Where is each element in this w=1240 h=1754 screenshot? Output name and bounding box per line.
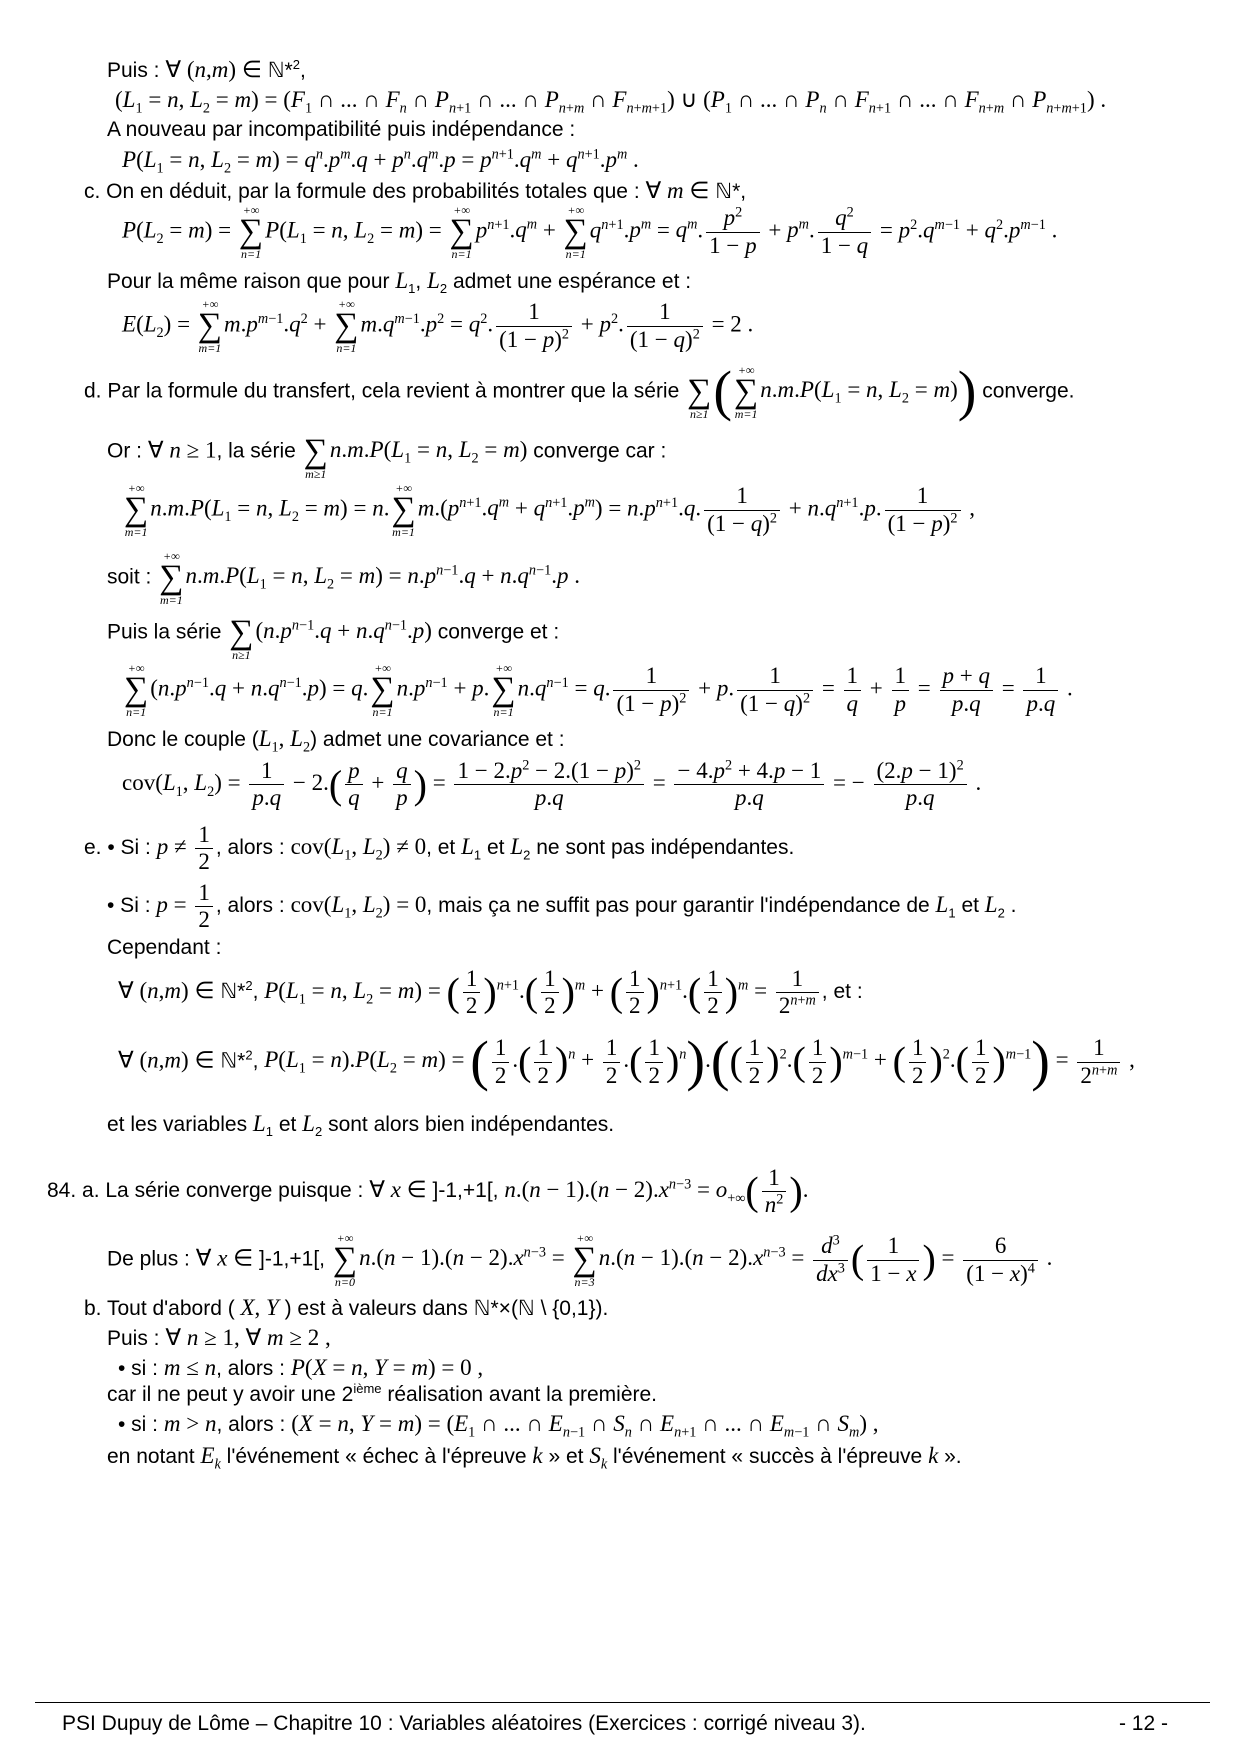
- text-line: Pour la même raison que pour $L_1$, $L_2$ admet une espérance et :: [107, 268, 692, 297]
- text-line: c. On en déduit, par la formule des probabilités totales que : ∀ m ∈ ℕ*,: [84, 178, 747, 203]
- text-line: • Si : p = $\frac{1}{2}$ , alors : $cov(L_1$, $L_2) = 0$, mais ça ne suffit pas pour garantir l'indépendance de $L_1$ et $L_2$ .: [107, 880, 1017, 933]
- text-line: et les variables $L_1$ et $L_2$ sont alors bien indépendantes.: [107, 1111, 615, 1140]
- formula: $cov(L_1$, $L_2$) = $\frac{1}{p.q}$ − 2.( $\frac{p}{q}$ + $\frac{q}{p}$ ) = $\frac{1 - 2.p^2 - 2.(1 - p)^2}{p.q}$ = $\frac{- 4.p^2 + 4.p - 1}{p.q}$ = − $\frac{(2.p - 1)^2}{p.q}$ .: [122, 757, 982, 811]
- page-footer: [62, 1712, 1168, 1736]
- text-line: car il ne peut y avoir une 2ième réalisation avant la première.: [107, 1381, 658, 1406]
- text-line: De plus : ∀ x ∈ ]-1,+1[, +∞ ∑ n=0 $n.(n - 1).(n - 2).x^{n-3}$ = +∞ ∑ n=3 $n.(n - 1).(n - 2).x^{n-3}$ = $\frac{d^3}{dx^3}$ ( $\frac{1}{1 - x}$ ) = $\frac{6}{(1 - x)^4}$ .: [107, 1231, 1053, 1290]
- text-line: Or : ∀ n ≥ 1, la série ∑ m≥1 $n.m.P(L_1 = n$, $L_2 = m$) converge car :: [107, 433, 667, 482]
- footer-rule: [35, 1702, 1210, 1703]
- formula: ($L_1 = n$, $L_2 = m) = (F_1$ ∩ ... ∩ $F_n$ ∩ $P_{n+1}$ ∩ ... ∩ $P_{n+m}$ ∩ $F_{n+m+1}$) ∪ ($P_1$ ∩ ... ∩ $P_n$ ∩ $F_{n+1}$ ∩ ... ∩ $F_{n+m}$ ∩ $P_{n+m+1}$) .: [115, 87, 1107, 117]
- text-line: • si : m ≤ n, alors : P(X = n, Y = m) = 0 ,: [118, 1355, 484, 1380]
- formula: +∞ ∑ n=1 $(n.p^{n-1}.q + n.q^{n-1}.p) = q$. +∞ ∑ n=1 $n.p^{n-1} + p$. +∞ ∑ n=1 $n.q^{n-1} = q$. $\frac{1}{(1 - p)^2}$ + p. $\frac{1}{(1 - q)^2}$ = $\frac{1}{q}$ + $\frac{1}{p}$ = $\frac{p + q}{p.q}$ = $\frac{1}{p.q}$ .: [124, 661, 1073, 720]
- text-line: Cependant :: [107, 936, 222, 959]
- text-line: A nouveau par incompatibilité puis indépendance :: [107, 118, 576, 141]
- formula: $P(L_2 = m)$ = +∞ ∑ n=1 $P(L_1 = n$, $L_2 = m$) = +∞ ∑ n=1 $p^{n+1}.q^m$ + +∞ ∑ n=1 $q^{n+1}.p^m = q^m$. $\frac{p^2}{1 - p}$ + $p^m$. $\frac{q^2}{1 - q}$ = $p^2.q^{m-1} + q^2.p^{m-1}$ .: [122, 203, 1058, 262]
- text-line: b. Tout d'abord ( X, Y ) est à valeurs dans ℕ*×(ℕ \ {0,1}).: [84, 1295, 609, 1320]
- text-line: e. • Si : p ≠ $\frac{1}{2}$ , alors : $cov(L_1$, $L_2) \ne 0$, et $L_1$ et $L_2$ ne sont pas indépendantes.: [84, 822, 795, 875]
- text-line: Puis : ∀ n ≥ 1, ∀ m ≥ 2 ,: [107, 1325, 331, 1350]
- footer-text: PSI Dupuy de Lôme – Chapitre 10 : Variables aléatoires (Exercices : corrigé niveau 3).: [62, 1712, 866, 1735]
- text-line: en notant $E_k$ l'événement « échec à l'épreuve k » et $S_k$ l'événement « succès à l'épreuve k ».: [107, 1443, 962, 1473]
- text-line: Puis la série ∑ n≥1 $(n.p^{n-1}.q + n.q^{n-1}.p)$ converge et :: [107, 614, 560, 663]
- text-line: • si : m > n, alors : (X = n, $Y = m) = (E_1$ ∩ ... ∩ $E_{n-1}$ ∩ $S_n$ ∩ $E_{n+1}$ ∩ ... ∩ $E_{m-1}$ ∩ $S_m$) ,: [118, 1411, 879, 1441]
- text-line: 84. a. La série converge puisque : ∀ x ∈ ]-1,+1[, $n.(n - 1).(n - 2).x^{n-3} = o_{+\infty}$( $\frac{1}{n^2}$ ).: [47, 1165, 809, 1218]
- formula: $P(L_1 = n$, $L_2 = m) = q^n.p^m.q + p^n.q^m.p = p^{n+1}.q^m + q^{n+1}.p^m$ .: [122, 146, 639, 177]
- text-line: Puis : ∀ (n,m) ∈ ℕ*$^2$,: [107, 57, 306, 82]
- text-line: Donc le couple ($L_1$, $L_2$) admet une covariance et :: [107, 726, 565, 756]
- formula: ∀ (n,m) ∈ ℕ*$^2$, $P(L_1 = n).P(L_2 = m)$ = ( $\frac{1}{2}$ .( $\frac{1}{2}$ )$^n$ + $\frac{1}{2}$ .( $\frac{1}{2}$ )$^n$).(( $\frac{1}{2}$ )$^2$.( $\frac{1}{2}$ )$^{m-1}$ + ( $\frac{1}{2}$ )$^2$.( $\frac{1}{2}$ )$^{m-1}$) = $\frac{1}{2^{n+m}}$ ,: [118, 1031, 1135, 1093]
- formula: $E(L_2)$ = +∞ ∑ m=1 $m.p^{m-1}.q^2$ + +∞ ∑ n=1 $m.q^{m-1}.p^2 = q^2$. $\frac{1}{(1 - p)^2}$ + $p^2$. $\frac{1}{(1 - q)^2}$ = 2 .: [122, 297, 754, 356]
- text-line: soit : +∞ ∑ m=1 $n.m.P(L_1 = n$, $L_2 = m) = n.p^{n-1}.q + n.q^{n-1}.p$ .: [107, 549, 580, 608]
- page-number: - 12 -: [1118, 1712, 1168, 1735]
- formula: +∞ ∑ m=1 $n.m.P(L_1 = n$, $L_2 = m) = n$. +∞ ∑ m=1 $m.(p^{n+1}.q^m + q^{n+1}.p^m) = n.p^{n+1}.q$. $\frac{1}{(1 - q)^2}$ + $n.q^{n+1}.p$. $\frac{1}{(1 - p)^2}$ ,: [124, 481, 975, 540]
- text-line: d. Par la formule du transfert, cela revient à montrer que la série ∑ n≥1 ( +∞ ∑ m=1 $n.m.P(L_1 = n$, $L_2 = m$)) converge.: [84, 361, 1075, 424]
- formula: ∀ (n,m) ∈ ℕ*$^2$, $P(L_1 = n$, $L_2 = m$) = ( $\frac{1}{2}$ )$^{n+1}$.( $\frac{1}{2}$ )$^m$ + ( $\frac{1}{2}$ )$^{n+1}$.( $\frac{1}{2}$ )$^m$ = $\frac{1}{2^{n+m}}$ , et :: [118, 966, 863, 1019]
